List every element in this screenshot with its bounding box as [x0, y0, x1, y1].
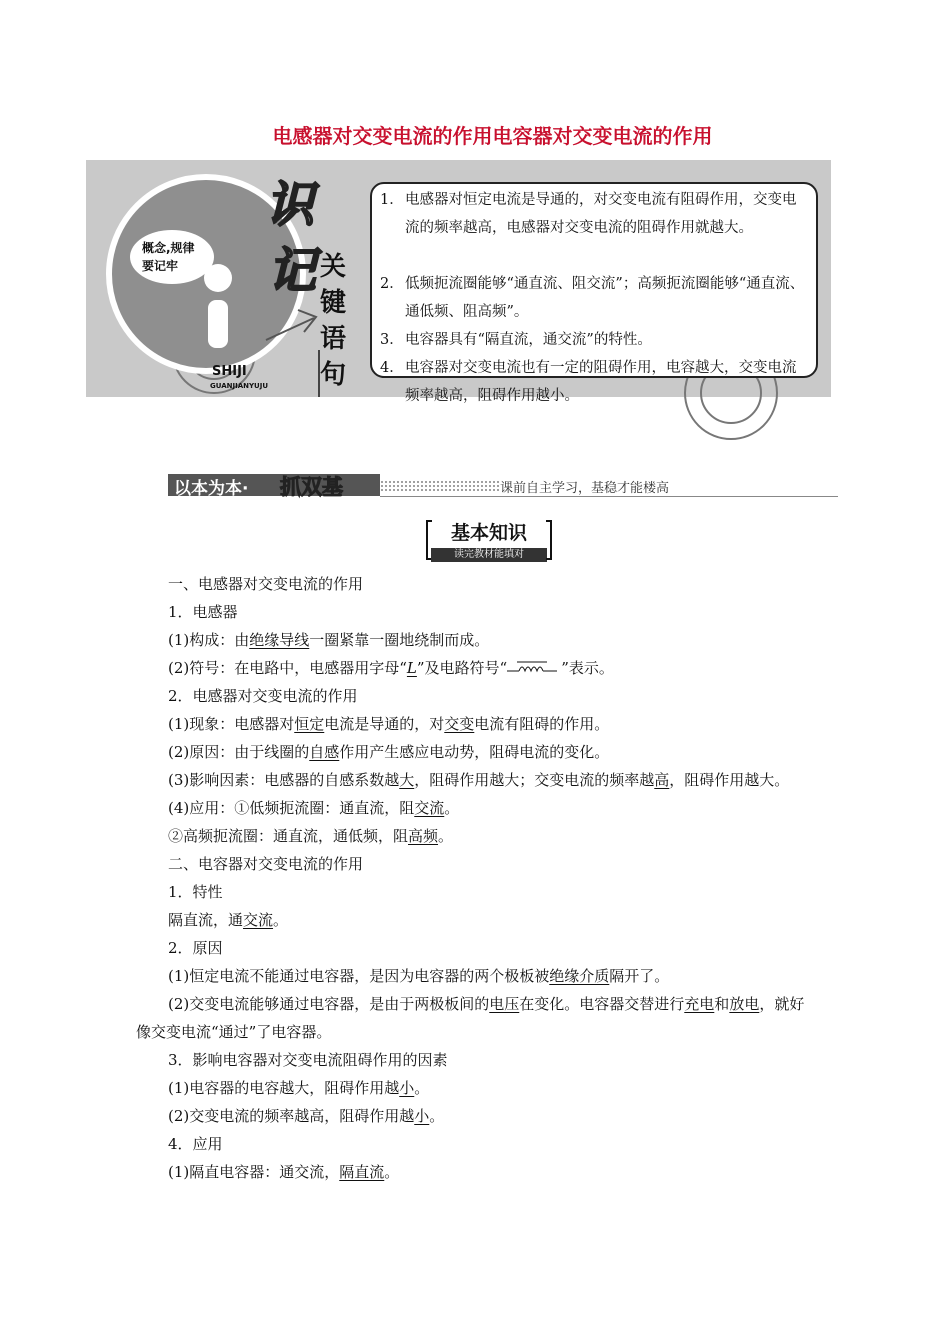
text-span: (2)符号：在电路中，电感器用字母“ — [168, 659, 407, 677]
dot-pattern — [380, 480, 500, 492]
text-span: 作用产生感应电动势，阻碍电流的变化。 — [339, 743, 610, 761]
fill-blank-answer: 电压 — [489, 995, 520, 1013]
heading: 二、电容器对交变电流的作用 — [168, 855, 364, 873]
big-char: 记 — [268, 243, 317, 299]
paragraph — [136, 626, 816, 654]
content-body — [136, 570, 816, 1186]
text-span: 。 — [384, 1163, 400, 1181]
key-point-text: 电容器具有“隔直流，通交流”的特性。 — [405, 332, 652, 348]
key-point — [380, 270, 810, 326]
text-span: (1)恒定电流不能通过电容器，是因为电容器的两个极板被 — [168, 967, 550, 985]
speech-bubble — [130, 230, 214, 284]
text-span: ，阻碍作用越大；交变电流的频率越 — [414, 771, 655, 789]
fill-blank-answer: L — [406, 659, 417, 677]
text-span: (1)现象：电感器对 — [168, 715, 295, 733]
fill-blank-answer: 充电 — [684, 995, 715, 1013]
text-span: 。 — [273, 911, 289, 929]
text-span: (4)应用：①低频扼流圈：通直流，阻 — [168, 799, 415, 817]
key-point-num: 1． — [380, 192, 404, 208]
key-point-text: 电容器对交变电流也有一定的阻碍作用，电容越大，交变电流频率越高，阻碍作用越小。 — [405, 360, 797, 404]
section-header — [168, 472, 838, 500]
key-point-num: 4． — [380, 360, 404, 376]
text-span: 隔开了。 — [609, 967, 670, 985]
bubble-line: 概念,规律 — [142, 241, 195, 255]
person-body-icon — [208, 300, 228, 348]
side-char: 句 — [320, 360, 347, 390]
paragraph — [136, 738, 816, 766]
subheading: 4．应用 — [168, 1135, 223, 1153]
text-span: ”及电路符号“ — [416, 659, 508, 677]
paragraph — [136, 766, 816, 794]
divider — [380, 496, 838, 497]
text-span: 电流有阻碍的作用。 — [474, 715, 610, 733]
section-label: 以本为本· — [174, 479, 249, 499]
subheading: 3．影响电容器对交变电流阻碍作用的因素 — [168, 1051, 448, 1069]
paragraph — [136, 962, 816, 990]
text-span: 一圈紧靠一圈地绕制而成。 — [309, 631, 490, 649]
fill-blank-answer: 绝缘导线 — [249, 631, 310, 649]
fill-blank-answer: 大 — [399, 771, 415, 789]
fill-blank-answer: 高频 — [408, 827, 439, 845]
paragraph — [136, 1158, 816, 1186]
paragraph — [136, 710, 816, 738]
fill-blank-answer: 交流 — [243, 911, 274, 929]
text-span: 在变化。电容器交替进行 — [519, 995, 685, 1013]
knowledge-badge — [426, 518, 552, 562]
person-icon — [204, 264, 232, 292]
text-span: ，就好像交变电流“通过”了电容器。 — [136, 995, 805, 1041]
text-span: (2)交变电流能够通过电容器，是由于两极板间的 — [168, 995, 490, 1013]
key-point — [380, 354, 810, 410]
side-char: 键 — [320, 288, 347, 318]
subheading: 2．电感器对交变电流的作用 — [168, 687, 358, 705]
fill-blank-answer: 高 — [654, 771, 670, 789]
fill-blank-answer: 交流 — [414, 799, 445, 817]
side-char: 语 — [320, 324, 347, 354]
subheading: 2．原因 — [168, 939, 223, 957]
text-span: (1)构成：由 — [168, 631, 250, 649]
heading: 一、电感器对交变电流的作用 — [168, 575, 364, 593]
text-span: (1)隔直电容器：通交流， — [168, 1163, 340, 1181]
page-title: 电感器对交变电流的作用电容器对交变电流的作用 — [272, 124, 713, 148]
text-span: 隔直流，通 — [168, 911, 244, 929]
subheading: 1．特性 — [168, 883, 223, 901]
key-point-text: 电感器对恒定电流是导通的，对交变电流有阻碍作用，交变电流的频率越高，电感器对交变电流的阻碍作用就越大。 — [405, 192, 797, 236]
section-subtitle: 课前自主学习，基稳才能楼高 — [500, 481, 670, 496]
paragraph — [136, 822, 816, 850]
fill-blank-answer: 小 — [414, 1107, 430, 1125]
big-char: 识 — [266, 177, 315, 233]
paragraph — [136, 654, 816, 682]
inductor-symbol-icon — [507, 660, 561, 674]
text-span: ②高频扼流圈：通直流，通低频，阻 — [168, 827, 409, 845]
fill-blank-answer: 放电 — [729, 995, 760, 1013]
arrow-icon — [264, 300, 324, 350]
bracket-right — [546, 520, 552, 560]
text-span: 和 — [714, 995, 730, 1013]
divider — [318, 350, 320, 397]
fill-blank-answer: 隔直流 — [339, 1163, 385, 1181]
fill-blank-answer: 自感 — [309, 743, 340, 761]
text-span: (2)交变电流的频率越高，阻碍作用越 — [168, 1107, 415, 1125]
text-span: 电流是导通的，对 — [324, 715, 445, 733]
section-label-bold: 抓双基 — [280, 475, 343, 499]
subheading: 1．电感器 — [168, 603, 238, 621]
knowledge-title: 基本知识 — [450, 522, 527, 544]
knowledge-subtitle: 读完教材能填对 — [431, 548, 547, 562]
text-span: (3)影响因素：电感器的自感系数越 — [168, 771, 400, 789]
paragraph — [136, 990, 816, 1046]
key-point — [380, 186, 810, 242]
text-span: (1)电容器的电容越大，阻碍作用越 — [168, 1079, 400, 1097]
paragraph — [136, 1102, 816, 1130]
key-point — [380, 326, 810, 354]
text-span: 。 — [414, 1079, 430, 1097]
side-char: 关 — [320, 252, 347, 282]
paragraph — [136, 1074, 816, 1102]
fill-blank-answer: 交变 — [444, 715, 475, 733]
fill-blank-answer: 绝缘介质 — [549, 967, 610, 985]
key-point-text: 低频扼流圈能够“通直流、阻交流”；高频扼流圈能够“通直流、通低频、阻高频”。 — [405, 276, 805, 320]
label-en: SHIJI — [212, 364, 247, 379]
text-span: 。 — [438, 827, 454, 845]
key-point-num: 2． — [380, 276, 404, 292]
bubble-line: 要记牢 — [142, 259, 179, 273]
key-point-num: 3． — [380, 332, 404, 348]
text-span: 。 — [429, 1107, 445, 1125]
text-span: ，阻碍作用越大。 — [669, 771, 790, 789]
paragraph — [136, 794, 816, 822]
paragraph — [136, 906, 816, 934]
label-en-sub: GUANJIANYUJU — [210, 382, 269, 390]
text-span: ”表示。 — [561, 659, 614, 677]
text-span: (2)原因：由于线圈的 — [168, 743, 310, 761]
text-span: 。 — [444, 799, 460, 817]
fill-blank-answer: 小 — [399, 1079, 415, 1097]
fill-blank-answer: 恒定 — [294, 715, 325, 733]
